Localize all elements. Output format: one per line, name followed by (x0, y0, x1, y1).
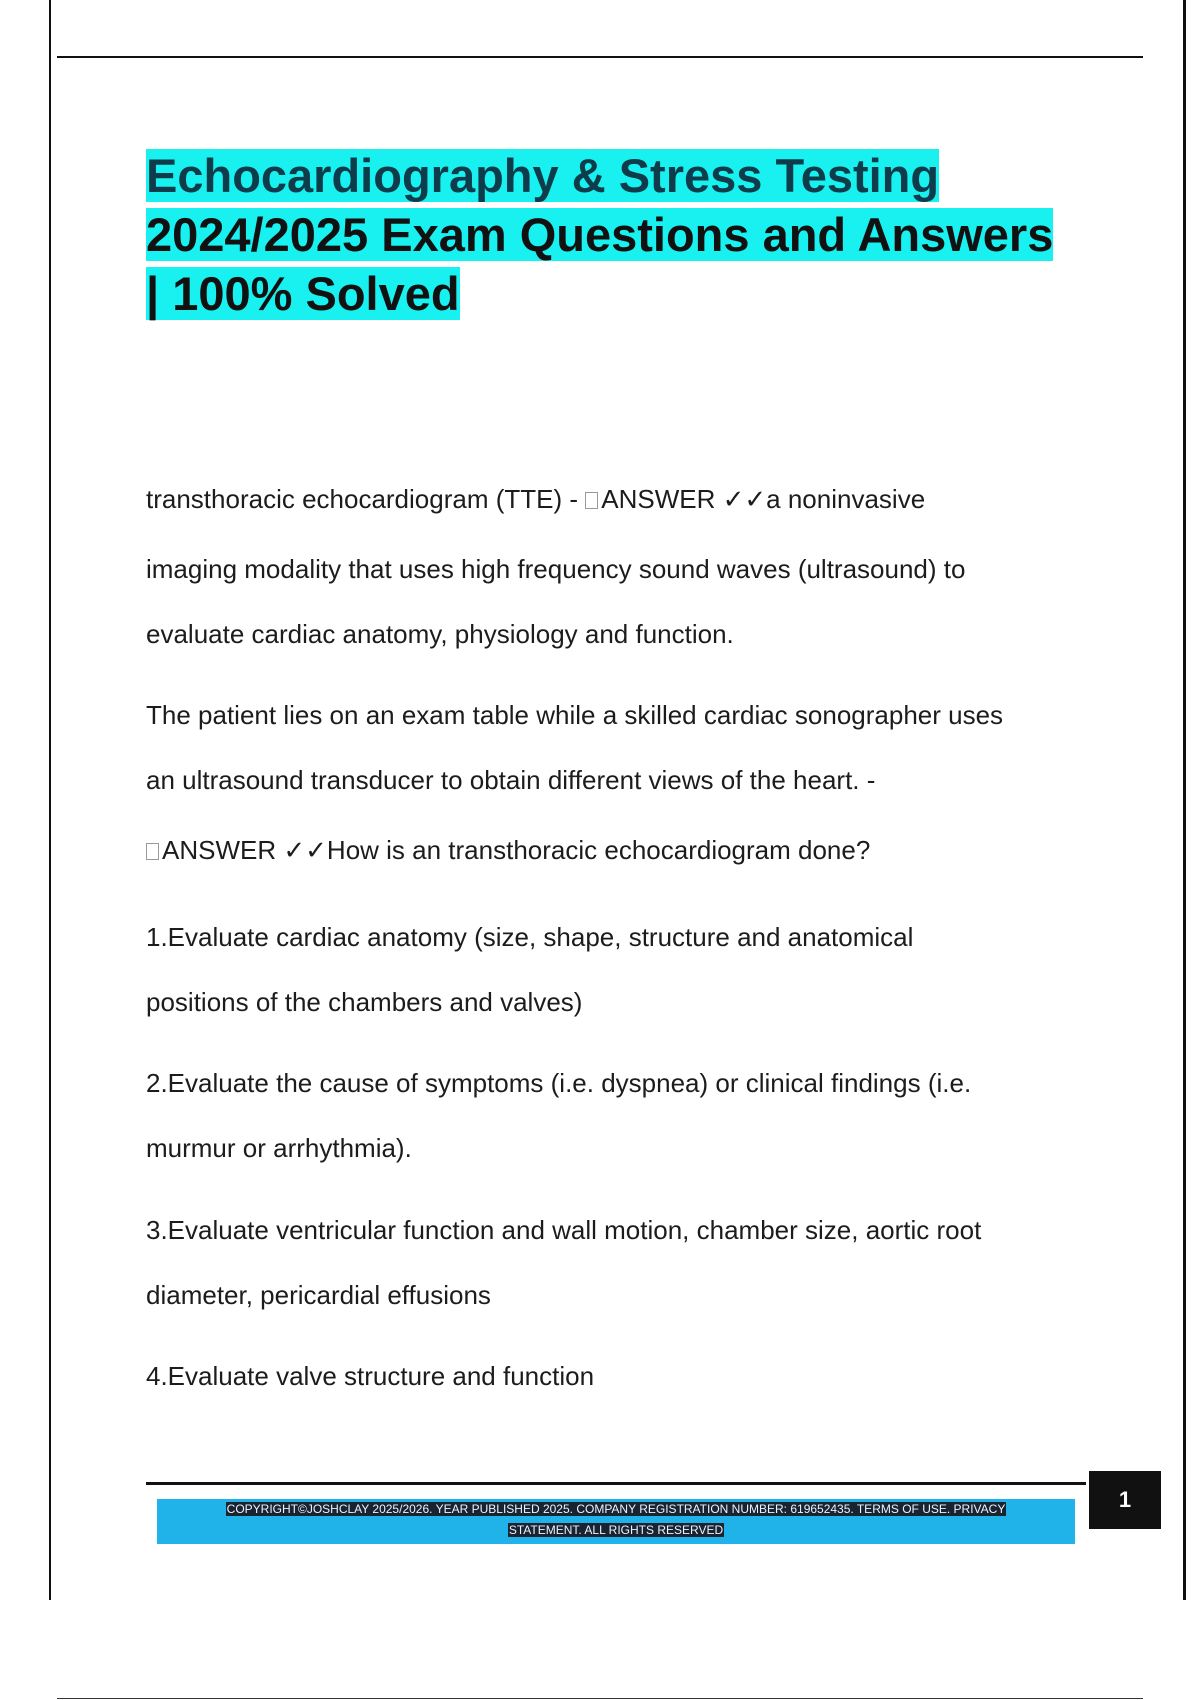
missing-glyph-icon (146, 843, 159, 860)
copyright-line-1: COPYRIGHT©JOSHCLAY 2025/2026. YEAR PUBLISHED 2025. COMPANY REGISTRATION NUMBER: 619652435. TERMS OF USE. PRIVACY (226, 1502, 1006, 1516)
paragraph-2-line-1: The patient lies on an exam table while a skilled cardiac sonographer uses (146, 700, 1004, 730)
copyright-footer (157, 1499, 1075, 1544)
paragraph-1-line-3: evaluate cardiac anatomy, physiology and function. (146, 619, 734, 649)
list-item-3-line-2: diameter, pericardial effusions (146, 1280, 491, 1310)
paragraph-2-line-2: an ultrasound transducer to obtain different views of the heart. - (146, 765, 876, 795)
copyright-line-2: STATEMENT. ALL RIGHTS RESERVED (508, 1523, 724, 1537)
paragraph-1-line-2: imaging modality that uses high frequency sound waves (ultrasound) to (146, 554, 966, 584)
p1-text-after: ANSWER ✓✓a noninvasive (601, 484, 926, 514)
page-border-right (1183, 0, 1186, 1600)
list-item-1-line-1: 1.Evaluate cardiac anatomy (size, shape, structure and anatomical (146, 922, 914, 952)
missing-glyph-icon (585, 492, 598, 509)
list-item-4-line-1: 4.Evaluate valve structure and function (146, 1361, 595, 1391)
p2-answer-text: ANSWER ✓✓How is an transthoracic echocardiogram done? (162, 835, 871, 865)
list-item-2-line-1: 2.Evaluate the cause of symptoms (i.e. dyspnea) or clinical findings (i.e. (146, 1068, 972, 1098)
paragraph-1-line-1 (146, 466, 1106, 532)
page-border-left (49, 0, 51, 1600)
document-title (146, 146, 1086, 323)
header-rule (57, 56, 1143, 58)
title-line-1: Echocardiography & Stress Testing (146, 149, 940, 202)
footer-rule (146, 1482, 1086, 1485)
title-line-3: | 100% Solved (146, 267, 460, 320)
list-item-2-line-2: murmur or arrhythmia). (146, 1133, 412, 1163)
page-number: 1 (1089, 1471, 1161, 1529)
paragraph-2-line-3 (146, 817, 1106, 883)
list-item-3-line-1: 3.Evaluate ventricular function and wall motion, chamber size, aortic root (146, 1215, 982, 1245)
p1-text-before: transthoracic echocardiogram (TTE) - (146, 484, 586, 514)
title-line-2: 2024/2025 Exam Questions and Answers (146, 208, 1054, 261)
list-item-1-line-2: positions of the chambers and valves) (146, 987, 583, 1017)
next-page-rule (57, 1698, 1143, 1699)
